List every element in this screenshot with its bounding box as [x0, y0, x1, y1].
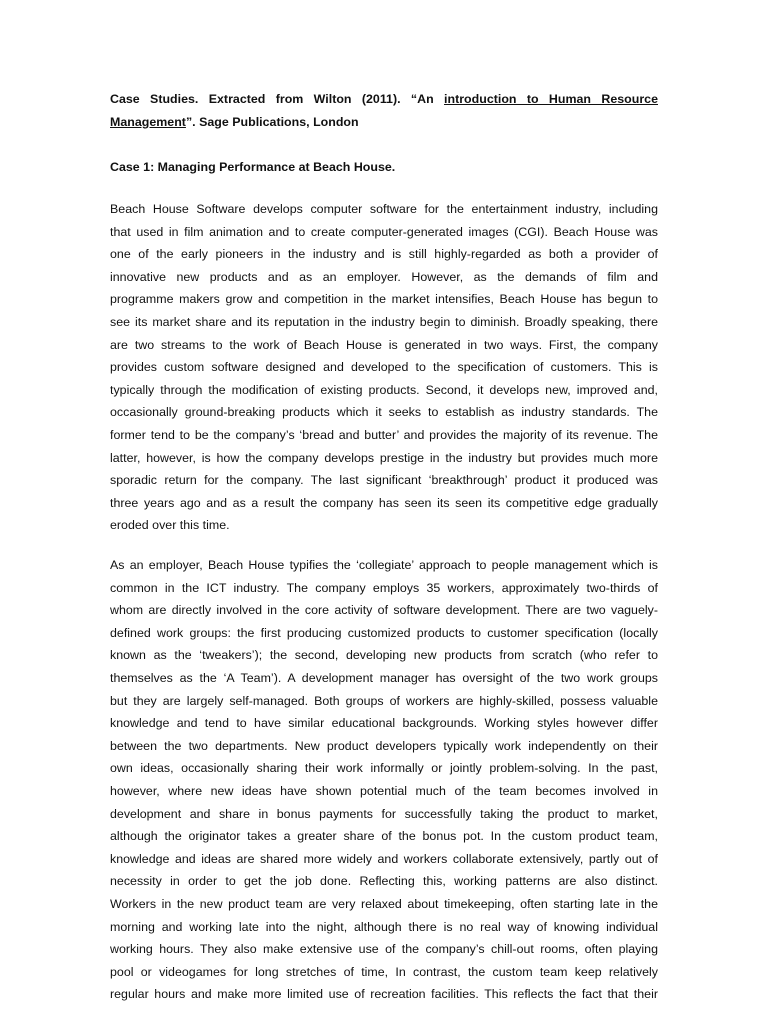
- paragraph-line: common in the ICT industry. The company employs 35 workers, approximately two-thirds of: [110, 580, 658, 595]
- paragraph-line: known as the ‘tweakers’); the second, developing new products from scratch (who refer to: [110, 648, 658, 663]
- paragraph-line: working hours. They also make extensive use of the company’s chill-out rooms, often playing: [110, 942, 658, 957]
- paragraph-line: morning and working late into the night, although there is no real way of knowing individual: [110, 919, 658, 934]
- paragraph-line: former tend to be the company’s ‘bread and butter’ and provides the majority of its revenue. The: [110, 427, 658, 442]
- paragraph-line: defined work groups: the first producing customized products to customer specification (locally: [110, 625, 658, 640]
- paragraph-line: whom are directly involved in the core activity of software development. There are two vaguely-: [110, 603, 658, 618]
- citation-prefix: Case Studies. Extracted from Wilton (2011). “An: [110, 92, 445, 106]
- citation-publisher: ”. Sage Publications, London: [185, 114, 359, 129]
- paragraph-1: [110, 198, 658, 537]
- paragraph-line: are two streams to the work of Beach House is generated in two ways. First, the company: [110, 337, 658, 352]
- paragraph-line: latter, however, is how the company develops prestige in the industry but provides much more: [110, 450, 658, 465]
- paragraph-line: one of the early pioneers in the industry and is still highly-regarded as both a provider of: [110, 247, 658, 262]
- paragraph-line: innovative new products and as an employer. However, as the demands of film and: [110, 269, 658, 284]
- paragraph-line: own ideas, occasionally sharing their work informally or jointly problem-solving. In the past,: [110, 761, 658, 776]
- paragraph-line: occasionally ground-breaking products which it seeks to establish as industry standards. The: [110, 405, 658, 420]
- paragraph-line: but they are largely self-managed. Both groups of workers are highly-skilled, possess valuable: [110, 693, 658, 708]
- paragraph-line: knowledge and ideas are shared more widely and workers collaborate extensively, partly out of: [110, 851, 658, 866]
- paragraph-line: between the two departments. New product developers typically work independently on their: [110, 738, 658, 753]
- citation-title-part-2: Management: [110, 114, 186, 129]
- paragraph-line: three years ago and as a result the company has seen its seen its competitive edge gradually: [110, 495, 658, 510]
- paragraph-line: Workers in the new product team are very relaxed about timekeeping, often starting late in the: [110, 896, 658, 911]
- paragraph-line: see its market share and its reputation in the industry begin to diminish. Broadly speaking, there: [110, 314, 658, 329]
- paragraph-line: programme makers grow and competition in the market intensifies, Beach House has begun to: [110, 292, 658, 307]
- case-heading-text: Case 1: Managing Performance at Beach House.: [110, 160, 396, 174]
- paragraph-line: typically through the modification of existing products. Second, it develops new, improved and,: [110, 382, 658, 397]
- paragraph-line: knowledge and tend to have similar educational backgrounds. Working styles however differ: [110, 716, 658, 731]
- paragraph-line: As an employer, Beach House typifies the ‘collegiate’ approach to people management which is: [110, 558, 658, 572]
- paragraph-line: that used in film animation and to create computer-generated images (CGI). Beach House was: [110, 224, 658, 239]
- paragraph-line: eroded over this time.: [110, 518, 230, 533]
- paragraph-line: provides custom software designed and developed to the specification of customers. This is: [110, 360, 658, 375]
- paragraph-line: however, where new ideas have shown potential much of the team becomes involved in: [110, 783, 658, 798]
- paragraph-line: development and share in bonus payments for successfully taking the product to market,: [110, 806, 658, 821]
- paragraph-line: although the originator takes a greater share of the bonus pot. In the custom product team,: [110, 829, 658, 844]
- paragraph-line: themselves as the ‘A Team’). A development manager has oversight of the two work groups: [110, 670, 658, 685]
- paragraph-2: [110, 554, 658, 1006]
- paragraph-line: regular hours and make more limited use of recreation facilities. This reflects the fact that their: [110, 987, 658, 1002]
- citation-line-1: [110, 88, 658, 111]
- citation-title-part-1: introduction to Human Resource: [444, 92, 658, 106]
- citation-line-2: [110, 111, 658, 134]
- paragraph-line: Beach House Software develops computer software for the entertainment industry, including: [110, 202, 658, 216]
- citation: [110, 88, 658, 133]
- paragraph-line: sporadic return for the company. The last significant ‘breakthrough’ product it produced was: [110, 473, 658, 488]
- paragraph-line: necessity in order to get the job done. Reflecting this, working patterns are also distinct.: [110, 874, 658, 889]
- case-heading: [110, 156, 658, 179]
- paragraph-line: pool or videogames for long stretches of time, In contrast, the custom team keep relatively: [110, 964, 658, 979]
